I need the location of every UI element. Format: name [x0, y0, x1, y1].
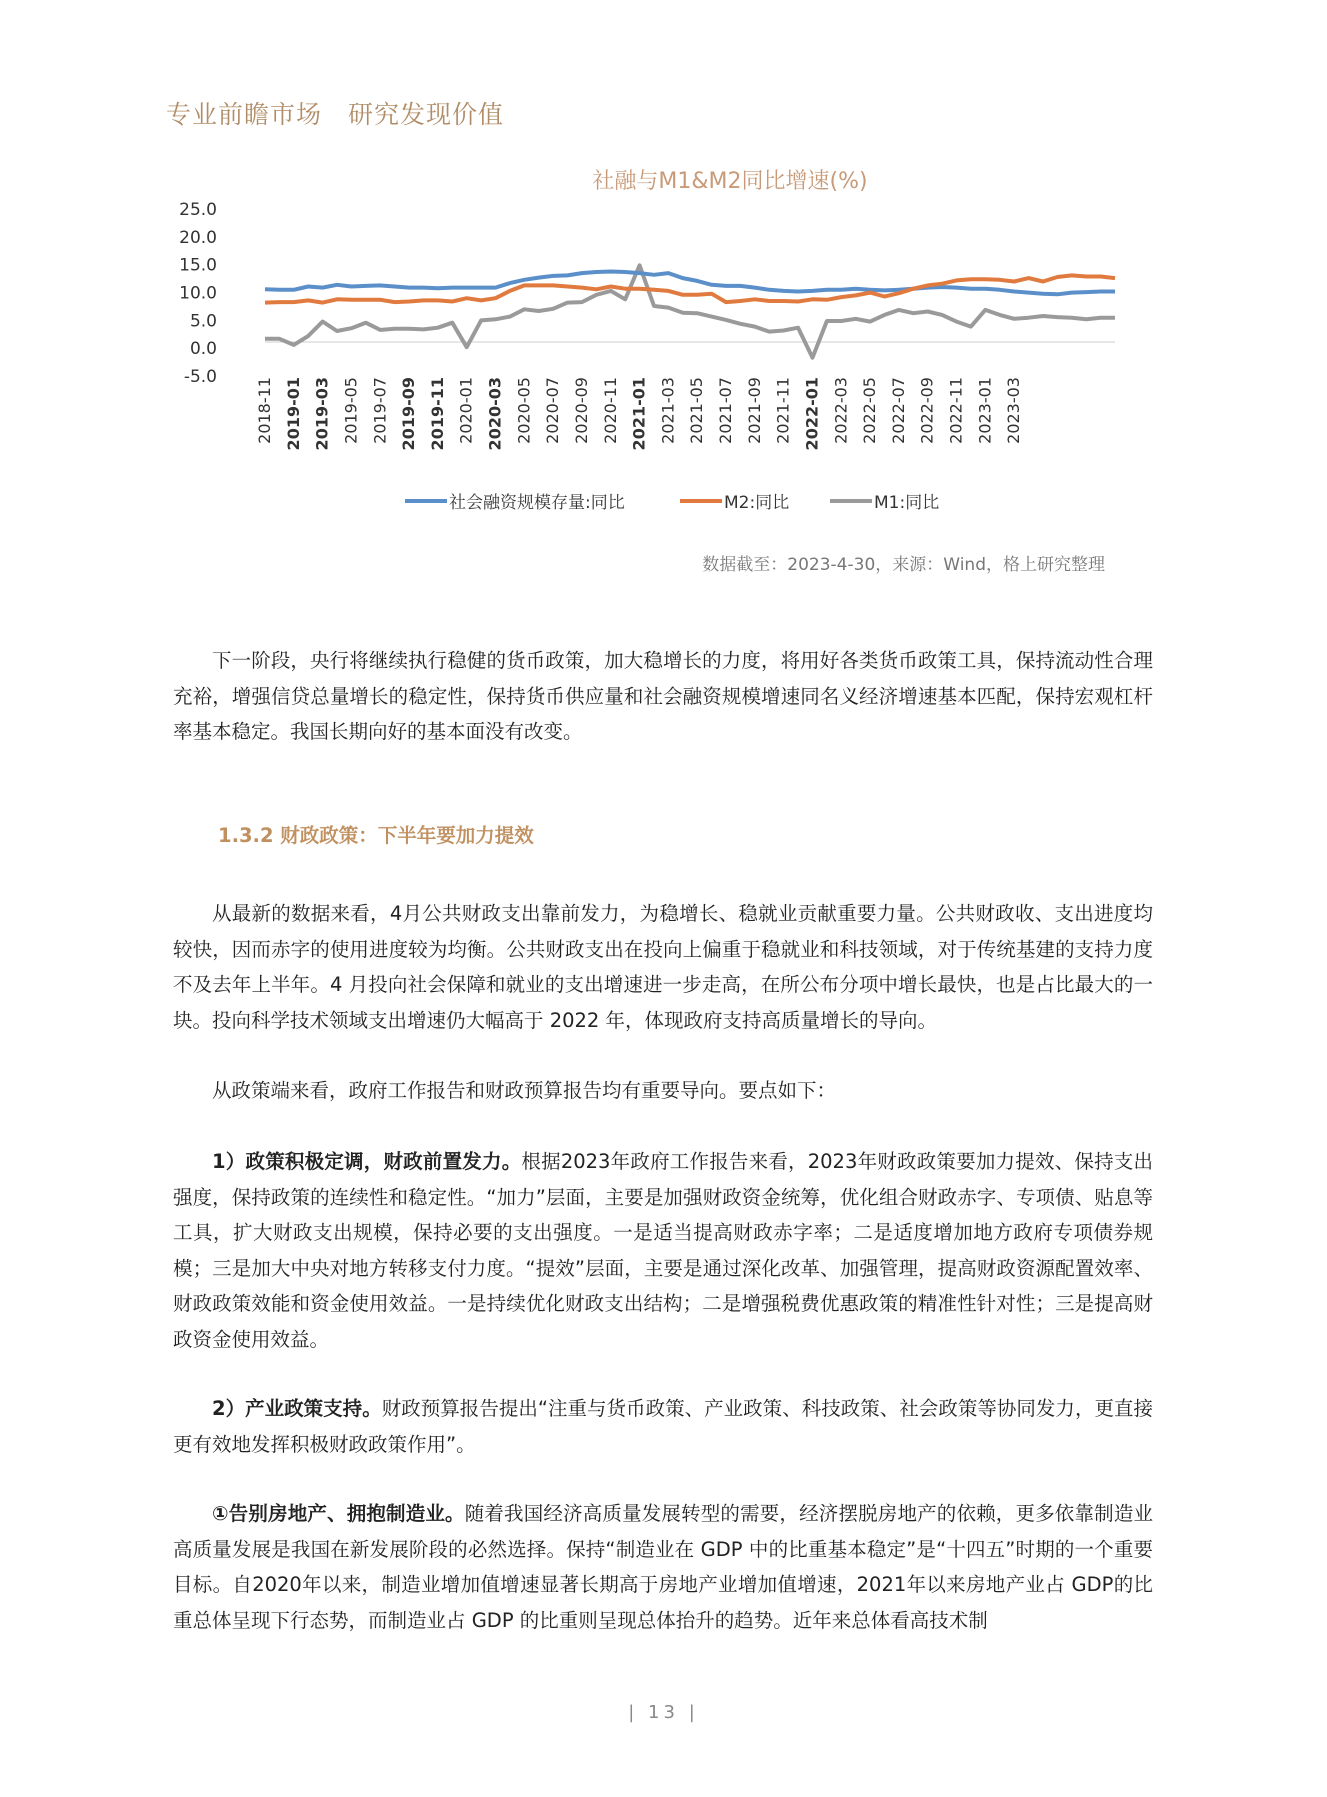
paragraph-4-lead: 1）政策积极定调，财政前置发力。 [212, 1150, 522, 1173]
paragraph-5-lead: 2）产业政策支持。 [212, 1397, 382, 1420]
x-tick-label: 2020-11 [600, 377, 620, 444]
x-tick-label: 2021-09 [744, 377, 764, 444]
series-line-0 [265, 272, 1115, 295]
legend-label: M2:同比 [724, 493, 790, 513]
x-tick-label: 2019-11 [427, 377, 447, 451]
paragraph-6-text: 随着我国经济高质量发展转型的需要，经济摆脱房地产的依赖，更多依靠制造业高质量发展是我国在新发展阶段的必然选择。保持“制造业在 GDP 中的比重基本稳定”是“十四五”时期的一个重要目标。自2020年以来，制造业增加值增速显著长期高于房地产业增加值增速，2021年以来房地产业占 GDP的比重总体呈现下行态势，而制造业占 GDP 的比重则呈现总体抬升的趋势。近年来总体看高技术制 [173, 1502, 1153, 1632]
x-tick-label: 2022-09 [917, 377, 937, 444]
x-tick-label: 2019-01 [283, 377, 303, 451]
paragraph-4 [173, 1144, 1153, 1357]
header-slogan-2: 研究发现价值 [348, 100, 505, 129]
paragraph-3 [173, 1073, 1153, 1109]
y-tick-label: 5.0 [189, 311, 217, 332]
x-tick-label: 2022-07 [888, 377, 908, 444]
x-tick-label: 2022-11 [946, 377, 966, 444]
x-tick-label: 2021-07 [716, 377, 735, 444]
page-number-bar-right: | [688, 1702, 699, 1723]
x-tick-label: 2022-03 [831, 377, 851, 444]
x-tick-label: 2023-01 [975, 377, 995, 444]
page-number [0, 1702, 1327, 1723]
x-tick-label: 2018-11 [255, 377, 274, 444]
paragraph-2-text: 从最新的数据来看，4月公共财政支出靠前发力，为稳增长、稳就业贡献重要力量。公共财政收、支出进度均较快，因而赤字的使用进度较为均衡。公共财政支出在投向上偏重于稳就业和科技领域，对于传统基建的支持力度不及去年上半年。4 月投向社会保障和就业的支出增速进一步走高，在所公布分项中增长最快，也是占比最大的一块。投向科学技术领域支出增速仍大幅高于 2022 年，体现政府支持高质量增长的导向。 [173, 902, 1153, 1032]
section-heading: 1.3.2 财政政策：下半年要加力提效 [218, 824, 534, 847]
y-tick-label: 25.0 [179, 200, 217, 220]
x-tick-label: 2020-01 [456, 377, 476, 444]
paragraph-3-text: 从政策端来看，政府工作报告和财政预算报告均有重要导向。要点如下： [212, 1079, 837, 1102]
page-number-bar-left: | [628, 1702, 639, 1723]
paragraph-6-lead: ①告别房地产、拥抱制造业。 [212, 1502, 465, 1525]
y-tick-label: -5.0 [183, 367, 217, 387]
y-tick-label: 20.0 [179, 227, 217, 248]
paragraph-5 [173, 1391, 1153, 1462]
x-tick-label: 2022-01 [802, 377, 822, 451]
x-tick-label: 2020-05 [514, 377, 534, 444]
x-tick-label: 2020-09 [571, 377, 591, 444]
y-tick-label: 0.0 [189, 339, 217, 360]
x-tick-label: 2021-03 [658, 377, 678, 444]
page-number-value: 13 [648, 1702, 679, 1723]
page-header [166, 95, 530, 131]
line-chart [179, 158, 1140, 538]
x-tick-label: 2020-03 [485, 377, 505, 451]
x-tick-label: 2023-03 [1004, 377, 1024, 444]
paragraph-2 [173, 896, 1153, 1038]
y-tick-label: 10.0 [179, 283, 217, 304]
x-tick-label: 2019-09 [399, 377, 419, 451]
x-tick-label: 2022-05 [860, 377, 880, 444]
x-tick-label: 2021-11 [773, 377, 793, 444]
x-tick-label: 2019-07 [370, 377, 390, 444]
x-tick-label: 2021-05 [687, 377, 707, 444]
paragraph-5-text: 财政预算报告提出“注重与货币政策、产业政策、科技政策、社会政策等协同发力，更直接更有效地发挥积极财政政策作用”。 [173, 1397, 1153, 1456]
legend-label: M1:同比 [874, 493, 940, 513]
x-tick-label: 2021-01 [629, 377, 649, 451]
legend-label: 社会融资规模存量:同比 [449, 493, 625, 513]
paragraph-1-text: 下一阶段，央行将继续执行稳健的货币政策，加大稳增长的力度，将用好各类货币政策工具，保持流动性合理充裕，增强信贷总量增长的稳定性，保持货币供应量和社会融资规模增速同名义经济增速基本匹配，保持宏观杠杆率基本稳定。我国长期向好的基本面没有改变。 [173, 649, 1153, 743]
header-slogan-1: 专业前瞻市场 [166, 100, 323, 129]
y-tick-label: 15.0 [179, 255, 217, 276]
x-tick-label: 2020-07 [543, 377, 563, 444]
paragraph-4-text: 根据2023年政府工作报告来看，2023年财政政策要加力提效、保持支出强度，保持政策的连续性和稳定性。“加力”层面，主要是加强财政资金统筹，优化组合财政赤字、专项债、贴息等工具，扩大财政支出规模，保持必要的支出强度。一是适当提高财政赤字率；二是适度增加地方政府专项债券规模；三是加大中央对地方转移支付力度。“提效”层面，主要是通过深化改革、加强管理，提高财政资源配置效率、财政政策效能和资金使用效益。一是持续优化财政支出结构；二是增强税费优惠政策的精准性针对性；三是提高财政资金使用效益。 [173, 1150, 1153, 1351]
paragraph-1 [173, 643, 1153, 750]
paragraph-6 [173, 1496, 1153, 1638]
chart-title: 社融与M1&M2同比增速(%) [592, 169, 868, 194]
x-tick-label: 2019-05 [341, 377, 361, 444]
chart-source-note: 数据截至：2023-4-30，来源：Wind，格上研究整理 [702, 555, 1105, 575]
x-tick-label: 2019-03 [312, 377, 332, 451]
